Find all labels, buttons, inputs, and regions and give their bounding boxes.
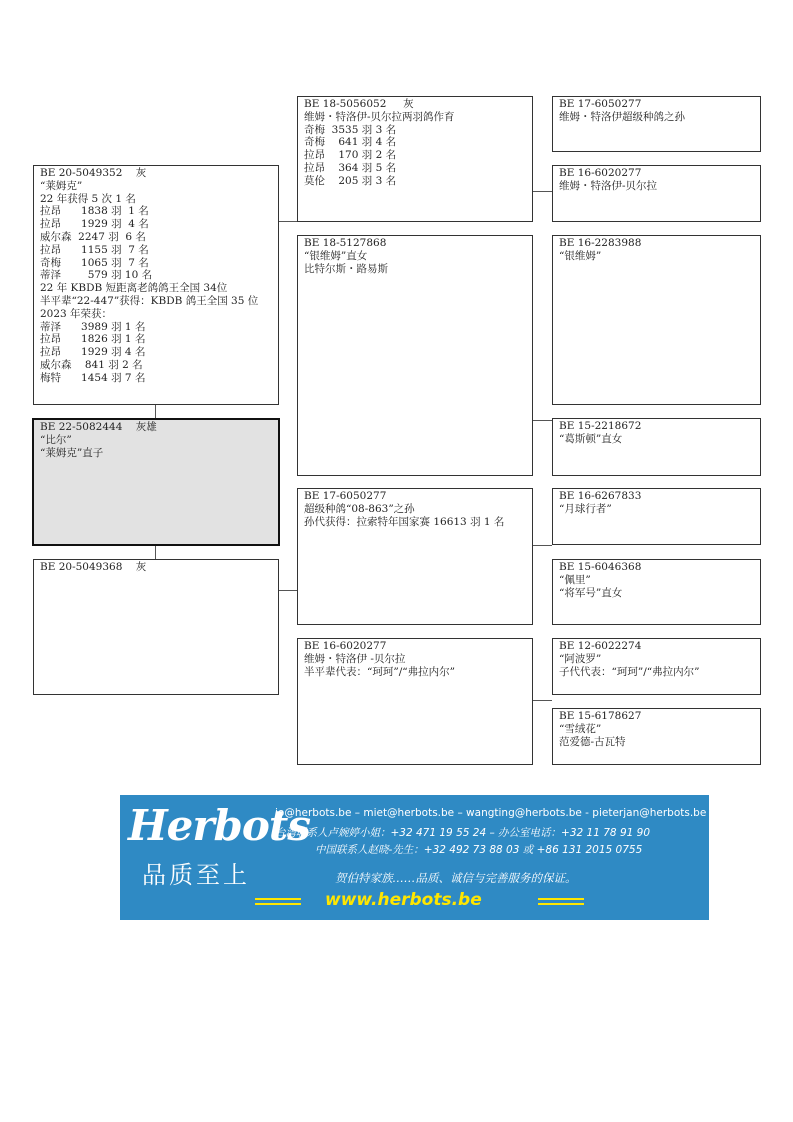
pedigree-line: 2023 年荣获： (40, 307, 113, 320)
pedigree-box-dd-sire (552, 638, 761, 695)
pedigree-line: 奇梅 641 羽 4 名 (304, 136, 397, 149)
connector-gen2-dam-dam (532, 700, 552, 701)
ring-number: BE 12-6022274 (559, 640, 642, 652)
pedigree-box-dd-dam (552, 708, 761, 765)
pedigree-box-sire-dam (297, 235, 533, 476)
pedigree-box-sire-sire (297, 96, 533, 222)
ring-number: BE 16-6020277 (559, 167, 642, 179)
ring-number: BE 22-5082444 灰雄 (40, 421, 157, 433)
pedigree-line: 维姆・特洛伊-贝尔拉两羽鸽作育 (304, 110, 455, 123)
pedigree-line: “阿波罗” (559, 652, 602, 665)
contact-phone-taiwan: 台湾联系人卢婉婷小姐：+32 471 19 55 24 – 办公室电话：+32 11 78 91 90 (275, 827, 651, 839)
pedigree-box-dam-dam (297, 638, 533, 765)
ring-number: BE 15-2218672 (559, 420, 642, 432)
left-decoration-line (255, 898, 301, 900)
pedigree-line: 22 年 KBDB 短距离老鸽鸽王全国 34位 (40, 282, 228, 295)
pedigree-line: 拉昂 1826 羽 1 名 (40, 333, 146, 346)
pedigree-line: 梅特 1454 羽 7 名 (40, 371, 146, 384)
contact-phone-china: 中国联系人赵晓-先生：+32 492 73 88 03 或 +86 131 2015 0755 (315, 844, 643, 856)
pedigree-line: “莱姆克”直子 (40, 446, 104, 459)
pedigree-line: 维姆・特洛伊 -贝尔拉 (304, 652, 406, 665)
pedigree-box-sd-sire (552, 235, 761, 405)
pedigree-line: 拉昂 170 羽 2 名 (304, 149, 397, 162)
pedigree-box-dam-sire (297, 488, 533, 625)
pedigree-line: 维姆・特洛伊-贝尔拉 (559, 179, 658, 192)
ring-number: BE 16-2283988 (559, 237, 642, 249)
pedigree-line: 蒂泽 579 羽 10 名 (40, 269, 153, 282)
ring-number: BE 16-6020277 (304, 640, 387, 652)
pedigree-line: 半平辈“22-447”获得：KBDB 鸽王全国 35 位 (40, 294, 259, 307)
pedigree-line: 比特尔斯・路易斯 (304, 262, 388, 275)
pedigree-line: “银维姆” (559, 249, 602, 262)
ring-number: BE 16-6267833 (559, 490, 642, 502)
pedigree-line: “莱姆克” (40, 179, 83, 192)
connector-gen2-dam-sire (532, 545, 552, 546)
ring-number: BE 20-5049352 灰 (40, 167, 147, 179)
pedigree-line: “比尔” (40, 433, 72, 446)
ring-number: BE 15-6046368 (559, 561, 642, 573)
ring-number: BE 18-5127868 (304, 237, 387, 249)
pedigree-box-sire (33, 165, 279, 405)
pedigree-box-subject (32, 418, 280, 546)
pedigree-box-ss-dam (552, 165, 761, 222)
pedigree-line: 蒂泽 3989 羽 1 名 (40, 320, 146, 333)
website-link[interactable]: www.herbots.be (325, 890, 482, 910)
connector-gen2-sire-dam (532, 420, 552, 421)
ring-number: BE 15-6178627 (559, 710, 642, 722)
left-decoration-line-2 (255, 903, 301, 905)
pedigree-line: 威尔森 2247 羽 6 名 (40, 230, 146, 243)
pedigree-line: 奇梅 3535 羽 3 名 (304, 123, 397, 136)
pedigree-line: “葛斯顿”直女 (559, 432, 623, 445)
pedigree-box-ds-dam (552, 559, 761, 625)
pedigree-line: “月球行者” (559, 502, 612, 515)
pedigree-line: 拉昂 1929 羽 4 名 (40, 218, 149, 231)
pedigree-line: 莫伦 205 羽 3 名 (304, 174, 397, 187)
pedigree-line: 威尔森 841 羽 2 名 (40, 358, 143, 371)
pedigree-line: 拉昂 364 羽 5 名 (304, 161, 397, 174)
ring-number: BE 17-6050277 (304, 490, 387, 502)
ring-number: BE 18-5056052 灰 (304, 98, 414, 110)
pedigree-line: 奇梅 1065 羽 7 名 (40, 256, 149, 269)
pedigree-line: 维姆・特洛伊超级种鸽之孙 (559, 110, 685, 123)
pedigree-line: 拉昂 1929 羽 4 名 (40, 346, 146, 359)
pedigree-box-ss-sire (552, 96, 761, 152)
pedigree-line: “将军号”直女 (559, 586, 623, 599)
pedigree-line: “佩里” (559, 573, 591, 586)
ring-number: BE 17-6050277 (559, 98, 642, 110)
connector-dam-parents (278, 590, 297, 591)
connector-sire-parents (278, 221, 297, 222)
pedigree-box-ds-sire (552, 488, 761, 545)
contact-emails: jo@herbots.be – miet@herbots.be – wangting@herbots.be - pieterjan@herbots.be (275, 807, 707, 819)
pedigree-line: 超级种鸽“08-863”之孙 (304, 502, 415, 515)
pedigree-box-dam (33, 559, 279, 695)
pedigree-line: 拉昂 1838 羽 1 名 (40, 205, 149, 218)
banner-slogan: 贺伯特家族……品质、诚信与完善服务的保证。 (335, 871, 577, 885)
pedigree-line: 拉昂 1155 羽 7 名 (40, 243, 149, 256)
pedigree-line: “银维姆”直女 (304, 249, 368, 262)
pedigree-line: “雪绒花” (559, 722, 602, 735)
ring-number: BE 20-5049368 灰 (40, 561, 147, 573)
herbots-banner (120, 795, 709, 920)
pedigree-line: 孙代获得：拉索特年国家赛 16613 羽 1 名 (304, 515, 505, 528)
logo-tagline: 品质至上 (142, 861, 250, 889)
herbots-logo: Herbots (128, 801, 310, 850)
right-decoration-line-2 (538, 903, 584, 905)
connector-sire-subject (155, 404, 156, 419)
pedigree-line: 子代代表：“珂珂”/“弗拉内尔” (559, 665, 700, 678)
pedigree-line: 半平辈代表：“珂珂”/“弗拉内尔” (304, 665, 456, 678)
right-decoration-line (538, 898, 584, 900)
pedigree-line: 范爱德-古瓦特 (559, 735, 626, 748)
connector-gen2-sire-sire (532, 191, 552, 192)
pedigree-line: 22 年获得 5 次 1 名 (40, 192, 136, 205)
connector-subject-dam (155, 545, 156, 560)
pedigree-box-sd-dam (552, 418, 761, 476)
